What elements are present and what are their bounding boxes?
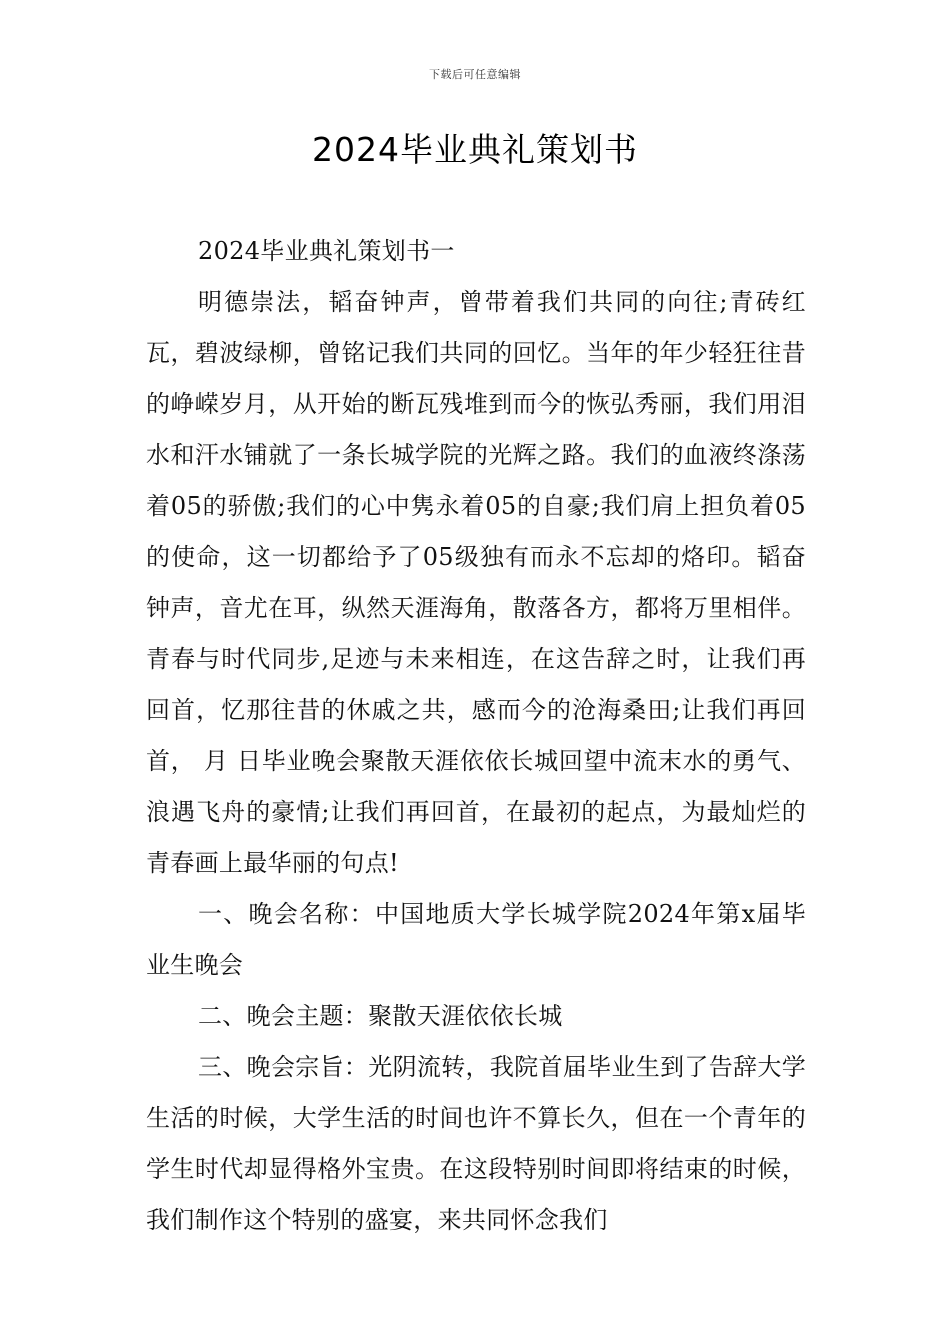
intro-paragraph: 明德崇法，韬奋钟声，曾带着我们共同的向往;青砖红瓦，碧波绿柳，曾铭记我们共同的回忆。当年的年少轻狂往昔的峥嵘岁月，从开始的断瓦残堆到而今的恢弘秀丽，我们用泪水和汗水铺就了一条长城学院的光辉之路。我们的血液终涤荡着05的骄傲;我们的心中隽永着05的自豪;我们肩上担负着05的使命，这一切都给予了05级独有而永不忘却的烙印。韬奋钟声，音尤在耳，纵然天涯海角，散落各方，都将万里相伴。青春与时代同步,足迹与未来相连，在这告辞之时，让我们再回首，忆那往昔的休戚之共，感而今的沧海桑田;让我们再回首， 月 日毕业晚会聚散天涯依依长城回望中流末水的勇气、浪遇飞舟的豪情;让我们再回首，在最初的起点，为最灿烂的青春画上最华丽的句点! (146, 288, 806, 877)
section-heading: 2024毕业典礼策划书一 (198, 237, 455, 265)
document-title: 2024毕业典礼策划书 (312, 130, 638, 169)
item-event-theme: 二、晚会主题：聚散天涯依依长城 (198, 1002, 563, 1030)
item-event-purpose: 三、晚会宗旨：光阴流转，我院首届毕业生到了告辞大学生活的时候，大学生活的时间也许不算长久，但在一个青年的学生时代却显得格外宝贵。在这段特别时间即将结束的时候，我们制作这个特别的盛宴，来共同怀念我们 (146, 1053, 806, 1234)
document-body (146, 226, 806, 1246)
item-event-name: 一、晚会名称：中国地质大学长城学院2024年第x届毕业生晚会 (146, 900, 806, 979)
header-note: 下载后可任意编辑 (429, 68, 521, 81)
